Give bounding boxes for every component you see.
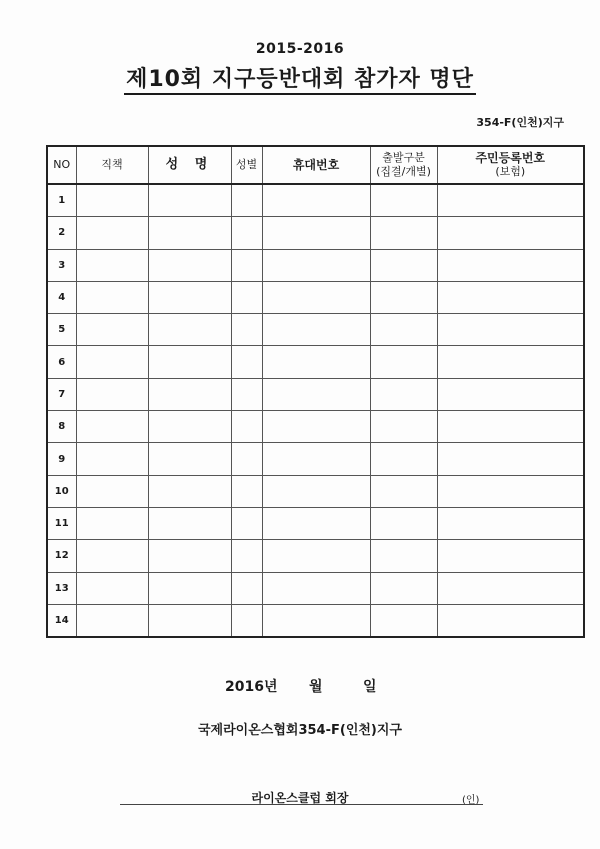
cell-name[interactable] bbox=[148, 378, 231, 410]
cell-position[interactable] bbox=[76, 184, 148, 217]
cell-gender[interactable] bbox=[231, 475, 262, 507]
participant-table bbox=[46, 145, 585, 638]
cell-phone[interactable] bbox=[262, 378, 370, 410]
cell-phone[interactable] bbox=[262, 217, 370, 249]
table-row bbox=[47, 314, 584, 346]
cell-departure[interactable] bbox=[370, 507, 437, 539]
cell-phone[interactable] bbox=[262, 475, 370, 507]
cell-position[interactable] bbox=[76, 443, 148, 475]
cell-resident-id[interactable] bbox=[437, 281, 584, 313]
table-row bbox=[47, 475, 584, 507]
cell-gender[interactable] bbox=[231, 249, 262, 281]
cell-phone[interactable] bbox=[262, 507, 370, 539]
cell-name[interactable] bbox=[148, 411, 231, 443]
table-row bbox=[47, 540, 584, 572]
row-number: 1 bbox=[47, 184, 76, 217]
cell-phone[interactable] bbox=[262, 249, 370, 281]
cell-resident-id[interactable] bbox=[437, 540, 584, 572]
row-number: 3 bbox=[47, 249, 76, 281]
row-number: 8 bbox=[47, 411, 76, 443]
table-row bbox=[47, 443, 584, 475]
row-number: 9 bbox=[47, 443, 76, 475]
row-number: 5 bbox=[47, 314, 76, 346]
resident-id-sublabel: (보험) bbox=[495, 165, 526, 178]
cell-departure[interactable] bbox=[370, 314, 437, 346]
cell-position[interactable] bbox=[76, 314, 148, 346]
cell-name[interactable] bbox=[148, 249, 231, 281]
cell-gender[interactable] bbox=[231, 346, 262, 378]
column-header-no: NO bbox=[47, 146, 76, 184]
table-row bbox=[47, 378, 584, 410]
cell-position[interactable] bbox=[76, 411, 148, 443]
date-month: 월 bbox=[309, 679, 323, 695]
cell-name[interactable] bbox=[148, 184, 231, 217]
signature-line bbox=[120, 804, 483, 805]
cell-departure[interactable] bbox=[370, 378, 437, 410]
cell-departure[interactable] bbox=[370, 249, 437, 281]
cell-gender[interactable] bbox=[231, 184, 262, 217]
association-name: 국제라이온스협회354-F(인천)지구 bbox=[198, 723, 402, 738]
cell-gender[interactable] bbox=[231, 507, 262, 539]
cell-position[interactable] bbox=[76, 540, 148, 572]
row-number: 6 bbox=[47, 346, 76, 378]
year-range: 2015-2016 bbox=[255, 41, 345, 57]
row-number: 2 bbox=[47, 217, 76, 249]
table-header-row bbox=[47, 146, 584, 184]
cell-name[interactable] bbox=[148, 507, 231, 539]
date-day: 일 bbox=[363, 679, 377, 695]
row-number: 7 bbox=[47, 378, 76, 410]
column-header-position: 직책 bbox=[76, 146, 148, 184]
cell-gender[interactable] bbox=[231, 572, 262, 604]
row-number: 10 bbox=[47, 475, 76, 507]
district-label: 354-F(인천)지구 bbox=[476, 116, 564, 129]
cell-gender[interactable] bbox=[231, 217, 262, 249]
cell-departure[interactable] bbox=[370, 604, 437, 637]
cell-resident-id[interactable] bbox=[437, 475, 584, 507]
cell-gender[interactable] bbox=[231, 281, 262, 313]
cell-phone[interactable] bbox=[262, 540, 370, 572]
cell-phone[interactable] bbox=[262, 443, 370, 475]
cell-position[interactable] bbox=[76, 249, 148, 281]
cell-departure[interactable] bbox=[370, 443, 437, 475]
table-row bbox=[47, 249, 584, 281]
seal-mark: (인) bbox=[462, 795, 480, 806]
cell-name[interactable] bbox=[148, 572, 231, 604]
cell-position[interactable] bbox=[76, 604, 148, 637]
row-number: 14 bbox=[47, 604, 76, 637]
cell-resident-id[interactable] bbox=[437, 184, 584, 217]
document-title bbox=[0, 62, 600, 93]
cell-name[interactable] bbox=[148, 443, 231, 475]
cell-position[interactable] bbox=[76, 281, 148, 313]
column-header-resident-id bbox=[437, 146, 584, 184]
cell-name[interactable] bbox=[148, 314, 231, 346]
cell-gender[interactable] bbox=[231, 378, 262, 410]
departure-label: 출발구분 bbox=[382, 151, 425, 164]
cell-name[interactable] bbox=[148, 540, 231, 572]
column-header-name: 성 명 bbox=[148, 146, 231, 184]
cell-resident-id[interactable] bbox=[437, 443, 584, 475]
row-number: 13 bbox=[47, 572, 76, 604]
row-number: 11 bbox=[47, 507, 76, 539]
cell-name[interactable] bbox=[148, 217, 231, 249]
cell-departure[interactable] bbox=[370, 217, 437, 249]
cell-departure[interactable] bbox=[370, 475, 437, 507]
cell-resident-id[interactable] bbox=[437, 507, 584, 539]
table-row bbox=[47, 411, 584, 443]
cell-name[interactable] bbox=[148, 604, 231, 637]
cell-phone[interactable] bbox=[262, 604, 370, 637]
cell-resident-id[interactable] bbox=[437, 411, 584, 443]
cell-resident-id[interactable] bbox=[437, 314, 584, 346]
cell-resident-id[interactable] bbox=[437, 378, 584, 410]
cell-resident-id[interactable] bbox=[437, 572, 584, 604]
document-title-text: 제10회 지구등반대회 참가자 명단 bbox=[124, 67, 476, 95]
cell-departure[interactable] bbox=[370, 281, 437, 313]
cell-resident-id[interactable] bbox=[437, 249, 584, 281]
cell-gender[interactable] bbox=[231, 314, 262, 346]
row-number: 4 bbox=[47, 281, 76, 313]
cell-departure[interactable] bbox=[370, 572, 437, 604]
cell-phone[interactable] bbox=[262, 184, 370, 217]
club-president-label: 라이온스클럽 회장 bbox=[251, 791, 349, 805]
cell-gender[interactable] bbox=[231, 604, 262, 637]
departure-sublabel: (집결/개별) bbox=[376, 165, 431, 178]
cell-phone[interactable] bbox=[262, 281, 370, 313]
cell-position[interactable] bbox=[76, 507, 148, 539]
cell-position[interactable] bbox=[76, 217, 148, 249]
cell-name[interactable] bbox=[148, 475, 231, 507]
column-header-phone: 휴대번호 bbox=[262, 146, 370, 184]
cell-gender[interactable] bbox=[231, 411, 262, 443]
column-header-departure bbox=[370, 146, 437, 184]
cell-gender[interactable] bbox=[231, 540, 262, 572]
table-row bbox=[47, 572, 584, 604]
cell-phone[interactable] bbox=[262, 314, 370, 346]
cell-departure[interactable] bbox=[370, 346, 437, 378]
cell-departure[interactable] bbox=[370, 540, 437, 572]
cell-departure[interactable] bbox=[370, 411, 437, 443]
cell-position[interactable] bbox=[76, 346, 148, 378]
cell-name[interactable] bbox=[148, 346, 231, 378]
resident-id-label: 주민등록번호 bbox=[475, 151, 546, 165]
table-row bbox=[47, 604, 584, 637]
table-row bbox=[47, 217, 584, 249]
table-row bbox=[47, 281, 584, 313]
row-number: 12 bbox=[47, 540, 76, 572]
cell-position[interactable] bbox=[76, 475, 148, 507]
date-year: 2016년 bbox=[225, 679, 278, 695]
table-row bbox=[47, 184, 584, 217]
cell-name[interactable] bbox=[148, 281, 231, 313]
table-row bbox=[47, 507, 584, 539]
cell-phone[interactable] bbox=[262, 572, 370, 604]
cell-departure[interactable] bbox=[370, 184, 437, 217]
table-row bbox=[47, 346, 584, 378]
cell-phone[interactable] bbox=[262, 346, 370, 378]
cell-resident-id[interactable] bbox=[437, 346, 584, 378]
cell-position[interactable] bbox=[76, 572, 148, 604]
cell-resident-id[interactable] bbox=[437, 217, 584, 249]
cell-phone[interactable] bbox=[262, 411, 370, 443]
cell-gender[interactable] bbox=[231, 443, 262, 475]
cell-position[interactable] bbox=[76, 378, 148, 410]
cell-resident-id[interactable] bbox=[437, 604, 584, 637]
column-header-gender: 성별 bbox=[231, 146, 262, 184]
